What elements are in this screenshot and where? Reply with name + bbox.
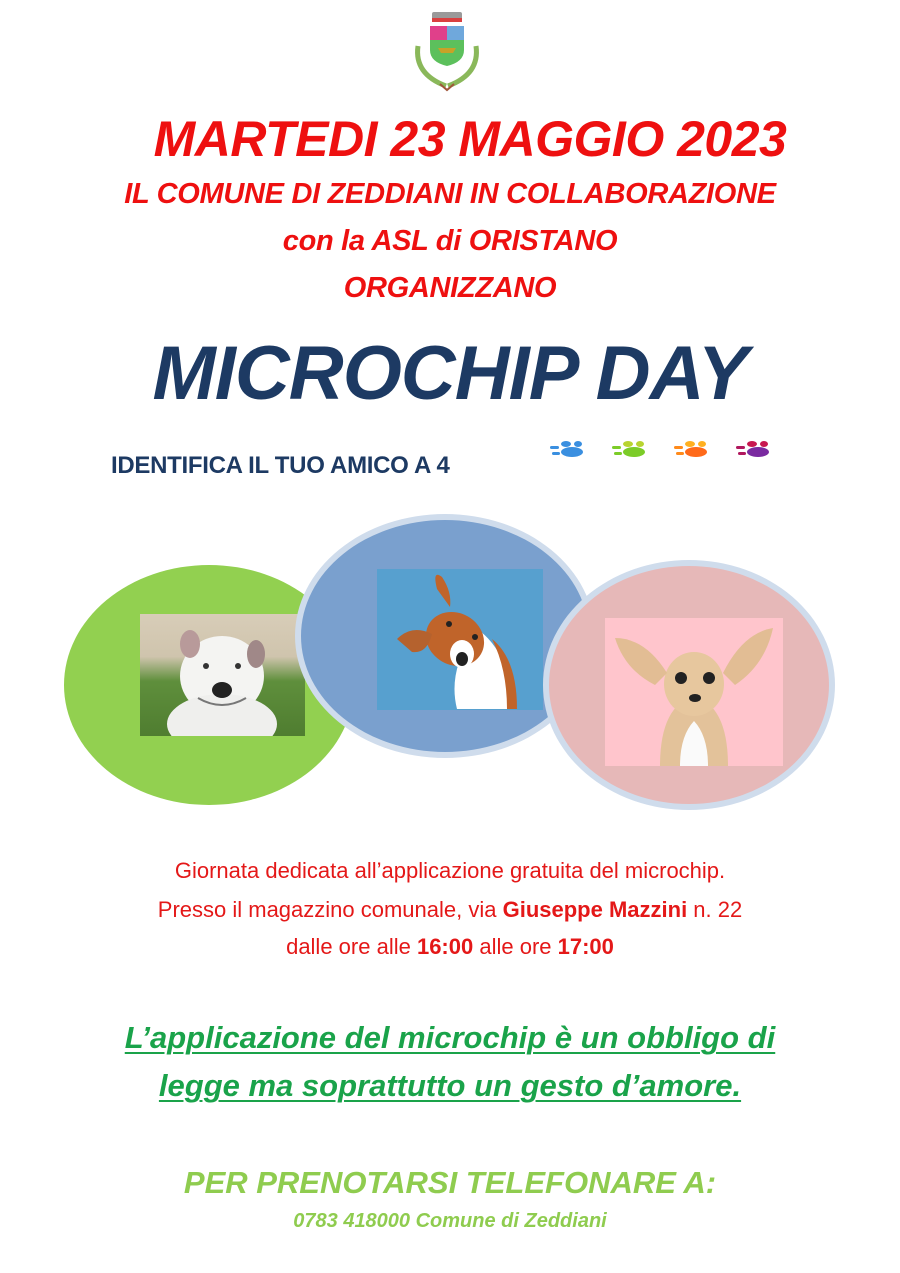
message-line-1: L’applicazione del microchip è un obbligo di — [124, 1020, 776, 1055]
tilted-head-dog-photo — [377, 569, 543, 710]
subtitle: IDENTIFICA IL TUO AMICO A 4 — [111, 452, 450, 479]
street-number: n. 22 — [687, 897, 743, 922]
details-line-1: Giornata dedicata all’applicazione gratuita del microchip. — [174, 858, 726, 883]
start-time: 16:00 — [416, 934, 474, 959]
crest-icon — [406, 6, 488, 94]
page-title: MICROCHIP DAY — [152, 331, 748, 416]
message-line-2: legge ma soprattutto un gesto d’amore. — [158, 1068, 742, 1103]
time-mid: alle ore — [473, 934, 558, 959]
paw-purple-icon — [734, 440, 774, 460]
booking-cta: PER PRENOTARSI TELEFONARE A: — [183, 1165, 717, 1200]
address-prefix: Presso il magazzino comunale, via — [157, 897, 503, 922]
event-date: MARTEDI 23 MAGGIO 2023 — [153, 111, 787, 167]
white-pitbull-photo — [140, 614, 305, 736]
paw-green-icon — [610, 440, 650, 460]
organizer-line: IL COMUNE DI ZEDDIANI IN COLLABORAZIONE — [124, 178, 776, 210]
phone-number: 0783 418000 Comune di Zeddiani — [293, 1210, 607, 1232]
paw-orange-icon — [672, 440, 712, 460]
end-time: 17:00 — [557, 934, 614, 959]
chihuahua-photo — [605, 618, 783, 766]
paw-blue-icon — [548, 440, 588, 460]
partner-line: con la ASL di ORISTANO — [282, 225, 618, 257]
paw-row — [548, 440, 778, 464]
details-line-3 — [0, 934, 900, 960]
street-name: Giuseppe Mazzini — [502, 897, 688, 922]
time-prefix: dalle ore alle — [286, 934, 417, 959]
details-line-2 — [0, 897, 900, 923]
organize-line: ORGANIZZANO — [343, 272, 557, 304]
